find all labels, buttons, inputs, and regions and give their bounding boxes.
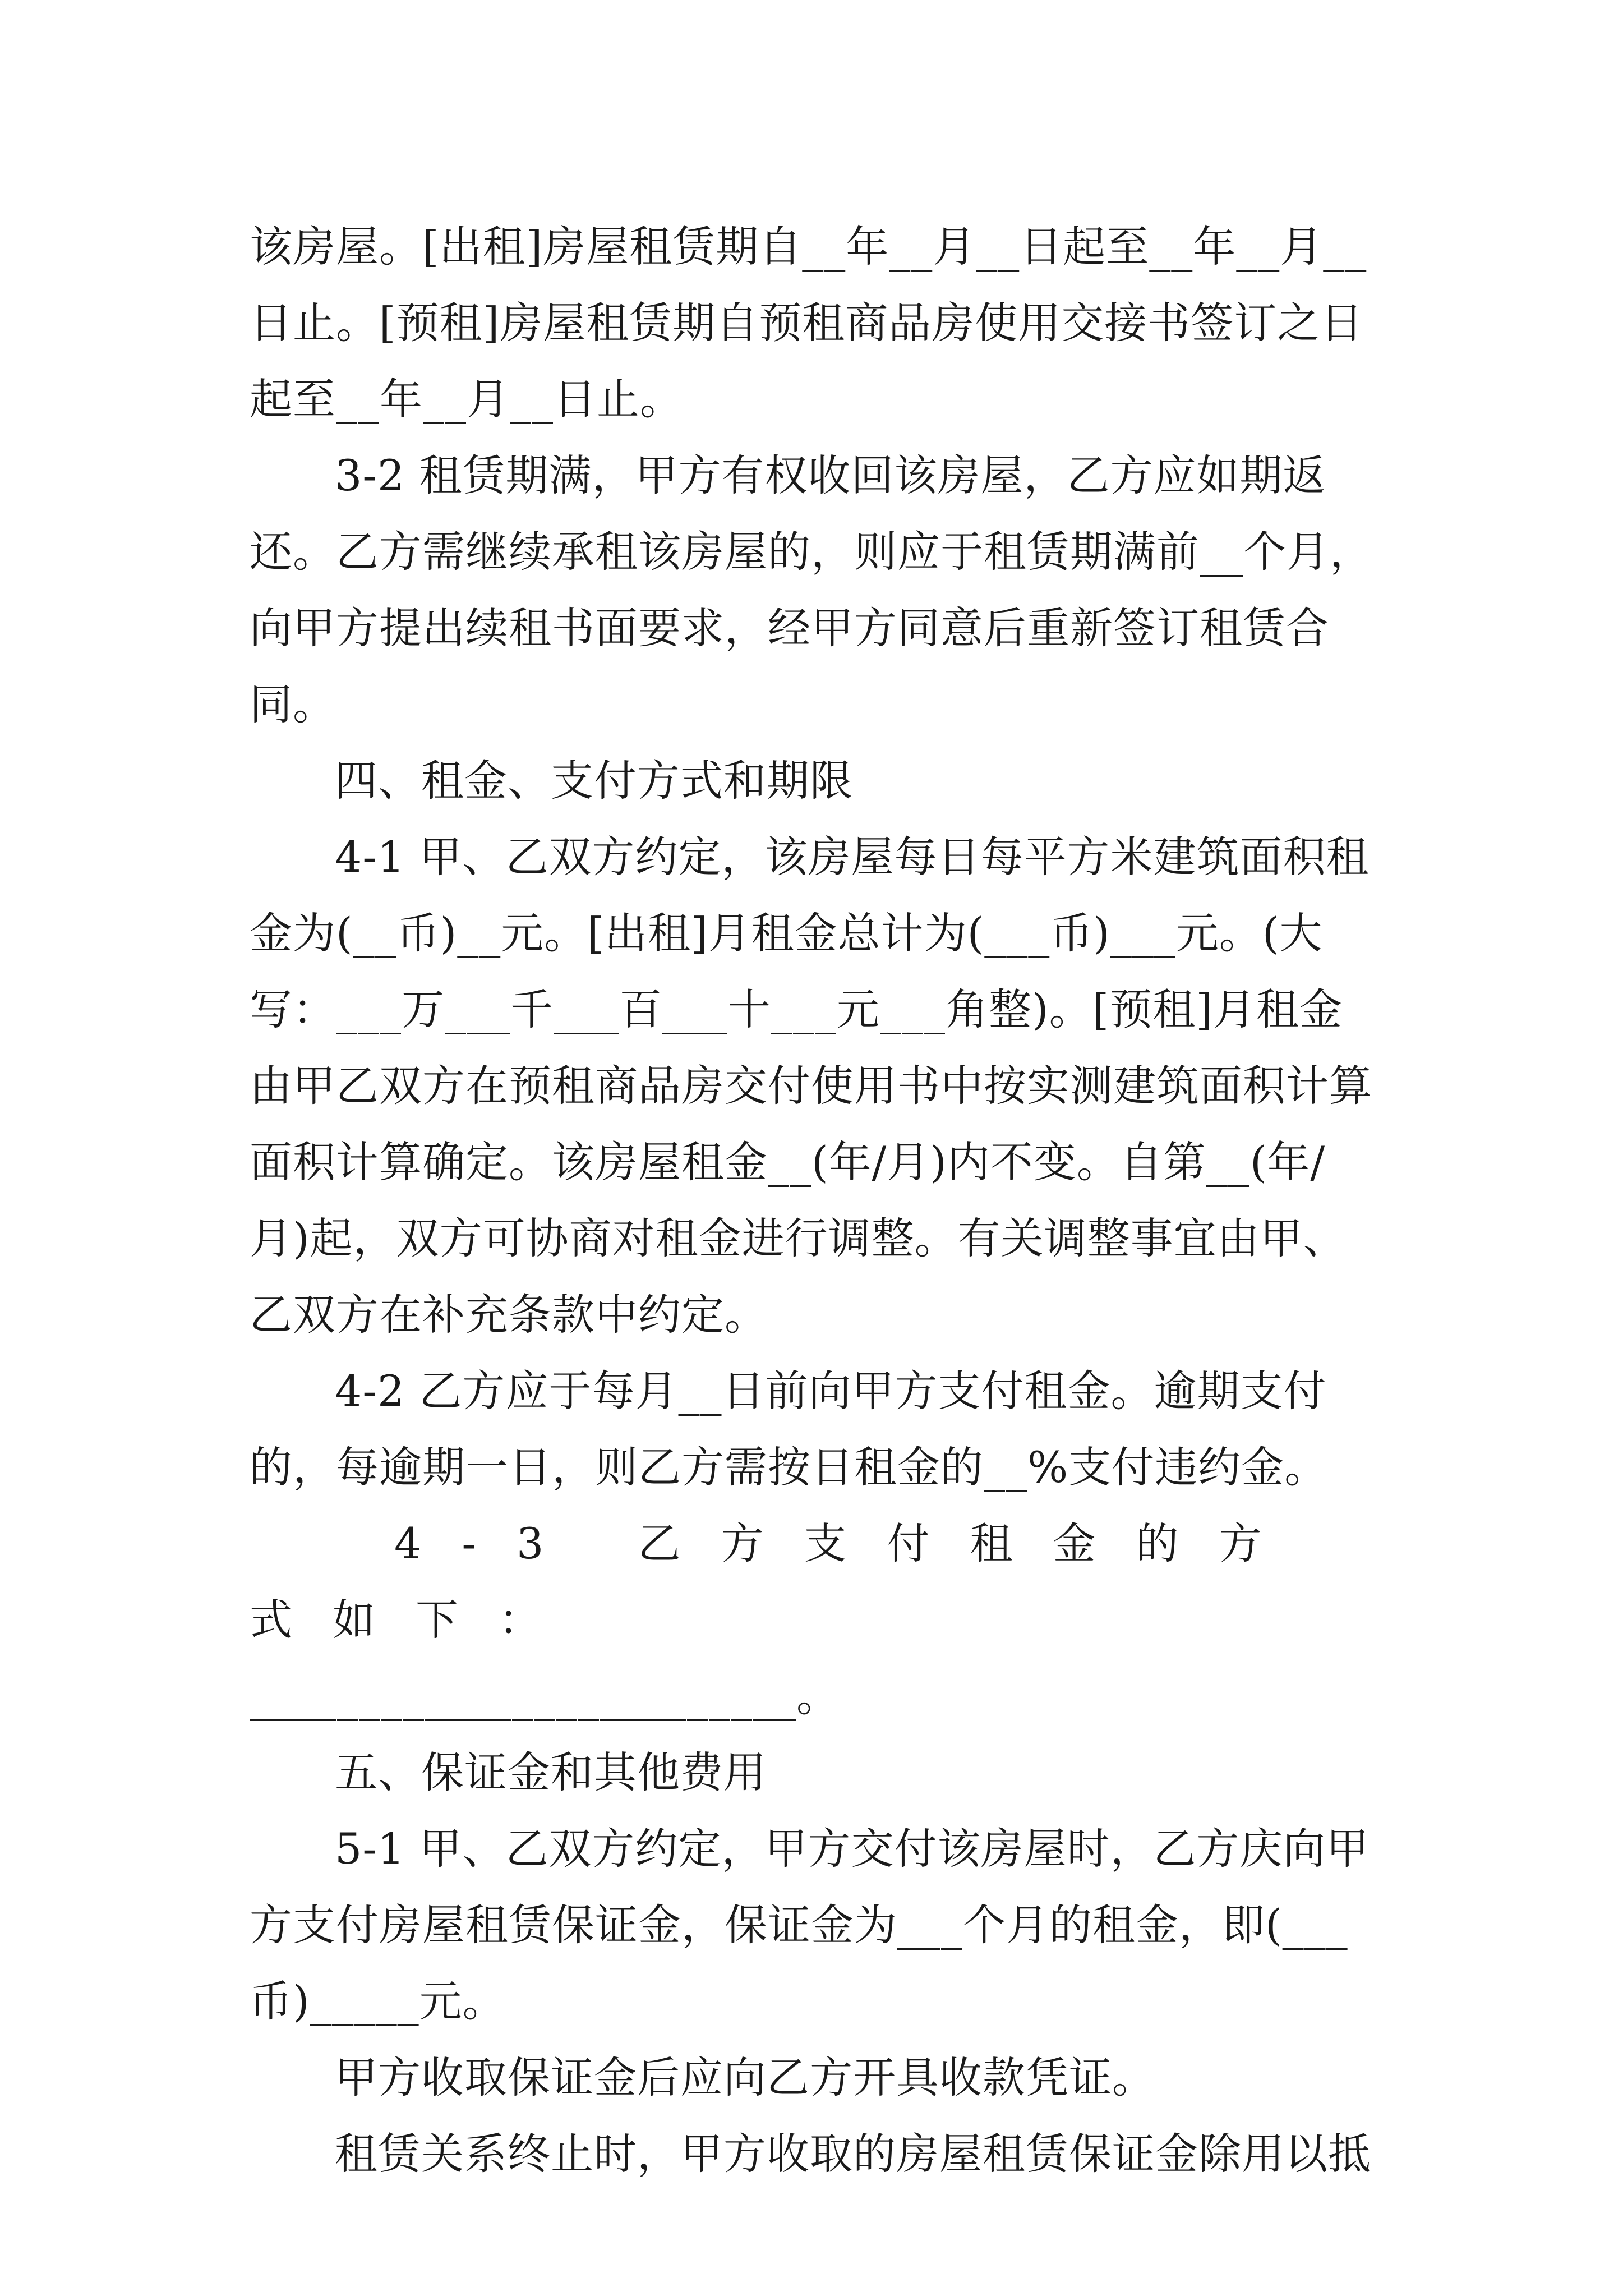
paragraph-3-1-continuation: 该房屋。[出租]房屋租赁期自__年__月__日起至__年__月__日止。[预租]房屋租赁期自预租商品房使用交接书签订之日起至__年__月__日止。 bbox=[250, 222, 1367, 424]
paragraph-5-1: 5-1 甲、乙双方约定，甲方交付该房屋时，乙方庆向甲方支付房屋租赁保证金，保证金为___个月的租金，即(___币)_____元。 bbox=[250, 1824, 1370, 2026]
paragraph-5-3: 租赁关系终止时，甲方收取的房屋租赁保证金除用以抵 bbox=[335, 2129, 1371, 2179]
paragraph-4-1: 4-1 甲、乙双方约定，该房屋每日每平方米建筑面积租金为(__币)__元。[出租]月租金总计为(___币)___元。(大写：___万___千___百___十___元___角整)。[预租]月租金由甲乙双方在预租商品房交付使用书中按实测建筑面积计算面积计算确定。该房屋租金__(年/月)内不变。自第__(年/月)起，双方可协商对租金进行调整。有关调整事宜由甲、乙双方在补充条款中约定。 bbox=[250, 832, 1372, 1340]
document-body bbox=[250, 209, 1382, 2192]
section-heading-5: 五、保证金和其他费用 bbox=[335, 1747, 767, 1797]
paragraph-3-2: 3-2 租赁期满，甲方有权收回该房屋，乙方应如期返还。乙方需继续承租该房屋的，则应于租赁期满前__个月，向甲方提出续租书面要求，经甲方同意后重新签订租赁合同。 bbox=[250, 450, 1373, 729]
paragraph-4-2: 4-2 乙方应于每月__日前向甲方支付租金。逾期支付的，每逾期一日，则乙方需按日租金的__%支付违约金。 bbox=[250, 1366, 1328, 1492]
section-heading-4: 四、租金、支付方式和期限 bbox=[335, 756, 853, 806]
paragraph-5-2: 甲方收取保证金后应向乙方开具收款凭证。 bbox=[335, 2053, 1155, 2102]
paragraph-4-3-blank-line: _________________________。 bbox=[250, 1671, 840, 1721]
paragraph-4-3: 4-3 乙方支付租金的方式如下： bbox=[250, 1519, 1302, 1645]
